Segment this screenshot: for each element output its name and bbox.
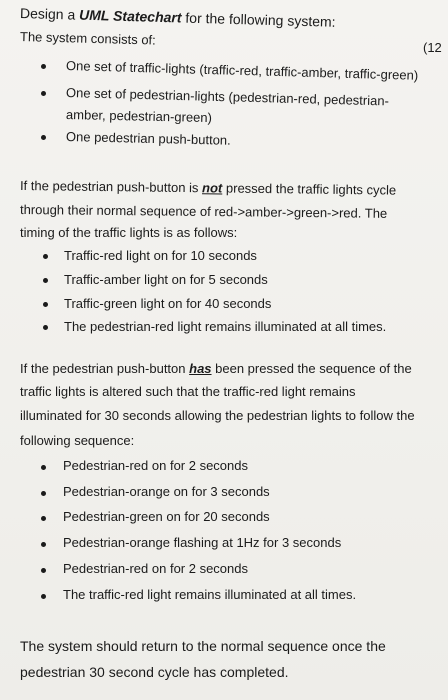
closing-paragraph-line: The system should return to the normal sequence once the (20, 638, 386, 654)
bullet (41, 491, 46, 496)
bullet (43, 254, 48, 259)
closing-paragraph-line: pedestrian 30 second cycle has completed. (20, 664, 289, 680)
bullet (41, 64, 46, 69)
question-title: Design a UML Statechart for the following system: (19, 5, 336, 30)
marks-label: (12 (423, 40, 442, 55)
bullet (41, 594, 46, 599)
list-item: One set of traffic-lights (traffic-red, traffic-amber, traffic-green) (65, 58, 419, 83)
list-item: Pedestrian-red on for 2 seconds (63, 561, 248, 576)
pressed-paragraph-line: If the pedestrian push-button has been pressed the sequence of the (20, 361, 412, 376)
list-item: The pedestrian-red light remains illuminated at all times. (64, 319, 387, 334)
list-item: One set of pedestrian-lights (pedestrian-red, pedestrian- (65, 85, 390, 109)
list-item-continuation: amber, pedestrian-green) (65, 107, 213, 126)
system-consists-label: The system consists of: (19, 29, 156, 48)
bullet (43, 278, 48, 283)
bullet (41, 135, 46, 140)
bullet (43, 302, 48, 307)
list-item: Pedestrian-orange on for 3 seconds (63, 484, 270, 499)
list-item: Pedestrian-red on for 2 seconds (63, 458, 248, 473)
bullet (41, 91, 46, 96)
pressed-paragraph-line: illuminated for 30 seconds allowing the pedestrian lights to follow the (20, 408, 415, 423)
list-item: Traffic-amber light on for 5 seconds (64, 272, 268, 287)
bullet (41, 542, 46, 547)
list-item: Traffic-red light on for 10 seconds (64, 248, 257, 263)
bullet (43, 325, 48, 330)
list-item: One pedestrian push-button. (65, 129, 231, 148)
list-item: Pedestrian-orange flashing at 1Hz for 3 seconds (63, 535, 342, 550)
pressed-paragraph-line: traffic lights is altered such that the traffic-red light remains (20, 384, 356, 399)
normal-paragraph-line: If the pedestrian push-button is not pressed the traffic lights cycle (19, 178, 397, 198)
pressed-paragraph-line: following sequence: (20, 433, 135, 448)
normal-paragraph-line: through their normal sequence of red->amber->green->red. The (19, 202, 388, 221)
list-item: Traffic-green light on for 40 seconds (64, 296, 272, 311)
bullet (41, 465, 46, 470)
list-item: The traffic-red light remains illuminated at all times. (63, 587, 357, 602)
normal-paragraph-line: timing of the traffic lights is as follows: (20, 225, 238, 240)
bullet (41, 568, 46, 573)
list-item: Pedestrian-green on for 20 seconds (63, 509, 270, 524)
bullet (41, 516, 46, 521)
